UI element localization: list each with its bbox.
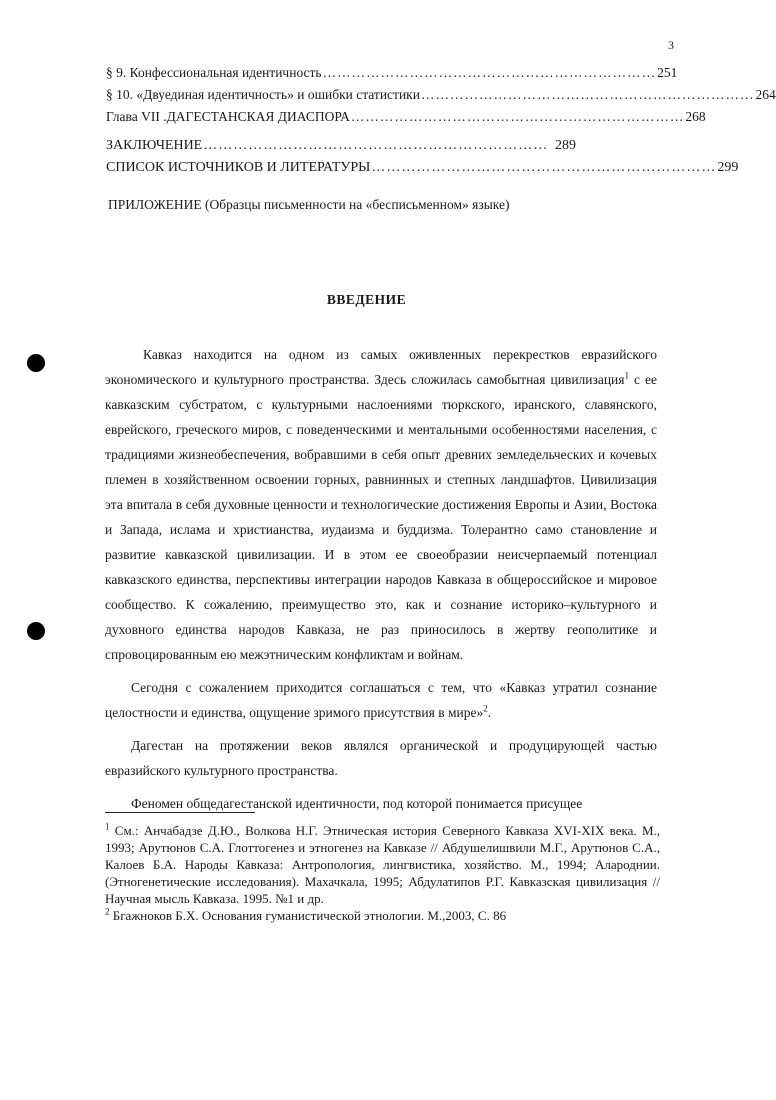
paragraph-text: Кавказ находится на одном из самых оживленных перекрестков евразийского экономического и культурного пространства. Здесь сложилась самобытная цивилизация bbox=[105, 347, 657, 387]
toc-leader-dots: …………………………………………………………… bbox=[203, 138, 549, 153]
footnote-ref: 1 bbox=[624, 370, 629, 381]
toc-entry-title: § 9. Конфессиональная идентичность bbox=[106, 65, 322, 80]
section-heading: ВВЕДЕНИЕ bbox=[326, 292, 407, 307]
toc-leader-dots: …………………………………………………………… bbox=[420, 87, 755, 102]
paragraph-text: с ее кавказским субстратом, с культурными наслоениями тюркского, иранского, славянского, еврейского, греческого миров, с поведенческими и ментальными особенностями населения, с традициями жизнеобеспечения, вобравшими в себя опыт древних земледельческих и кочевых племен в хозяйственном освоении горных, равнинных и степных ландшафтов. Цивилизация эта впитала в себя духовные ценности и технологические достижения Европы и Азии, Востока и Запада, ислама и христианства, иудаизма и буддизма. Толерантно само становление и развитие кавказской цивилизации. И в этом ее своеобразии неисчерпаемый потенциал кавказского единства, перспективы интеграции народов Кавказа в общероссийское и мировое сообщество. К сожалению, преимущество это, как и сознание историко–культурного и духовного единства народов Кавказа, не раз приносилось в жертву геополитике и спровоцированным ею межэтническим конфликтам и войнам. bbox=[105, 372, 657, 662]
footnote-ref: 2 bbox=[483, 703, 488, 714]
toc-entry bbox=[106, 160, 739, 182]
footnote-text: Бгажноков Б.Х. Основания гуманистической этнологии. М.,2003, С. 86 bbox=[109, 908, 507, 923]
toc-entry-title: § 10. «Двуединая идентичность» и ошибки статистики bbox=[106, 87, 420, 102]
toc-entry-title: ЗАКЛЮЧЕНИЕ bbox=[106, 138, 203, 153]
toc-entry-page: 268 bbox=[685, 109, 706, 124]
toc-entry bbox=[106, 109, 706, 131]
footnotes bbox=[105, 822, 660, 924]
table-of-contents bbox=[106, 65, 776, 182]
toc-entry bbox=[106, 87, 776, 109]
toc-entry-title: СПИСОК ИСТОЧНИКОВ И ЛИТЕРАТУРЫ bbox=[106, 160, 371, 175]
toc-leader-dots: …………………………………………………………… bbox=[322, 65, 657, 80]
toc-entry-page: 299 bbox=[717, 160, 739, 175]
toc-entry-page: 251 bbox=[657, 65, 678, 80]
toc-leader-dots: …………………………………………………………… bbox=[350, 109, 685, 124]
punch-hole-mark bbox=[27, 354, 45, 372]
footnote-separator bbox=[105, 812, 255, 813]
paragraph: Феномен общедагестанской идентичности, под которой понимается присущее bbox=[131, 796, 583, 811]
body-text bbox=[105, 342, 657, 824]
punch-hole-mark bbox=[27, 622, 45, 640]
footnote bbox=[105, 822, 660, 907]
toc-entry-title: Глава VII .ДАГЕСТАНСКАЯ ДИАСПОРА bbox=[106, 109, 350, 124]
toc-appendix: ПРИЛОЖЕНИЕ (Образцы письменности на «бесписьменном» языке) bbox=[108, 197, 510, 212]
toc-entry-page: 289 bbox=[555, 138, 576, 153]
paragraph: Дагестан на протяжении веков являлся органической и продуцирующей частью евразийского культурного пространства. bbox=[105, 738, 657, 778]
footnote-text: См.: Анчабадзе Д.Ю., Волкова Н.Г. Этническая история Северного Кавказа XVI-XIX века. М., 1993; Арутюнов С.А. Глоттогенез и этногенез на Кавказе // Абдушелишвили М.Г., Арутюнов С.А., Калоев Б.А. Народы Кавказа: Антропология, лингвистика, хозяйство. М., 1994; Алароднии. (Этногенетические исследования). Махачкала, 1995; Абдулатипов Р.Г. Кавказская цивилизация // Научная мысль Кавказа. 1995. №1 и др. bbox=[105, 823, 660, 906]
footnote bbox=[105, 907, 660, 924]
paragraph-text: Сегодня с сожалением приходится соглашаться с тем, что «Кавказ утратил сознание целостности и единства, ощущение зримого присутствия в мире» bbox=[105, 680, 657, 720]
footnote-mark: 2 bbox=[105, 906, 110, 917]
paragraph bbox=[105, 342, 657, 667]
toc-entry bbox=[106, 65, 678, 87]
toc-entry bbox=[106, 138, 576, 160]
toc-leader-dots: …………………………………………………………… bbox=[371, 160, 717, 175]
toc-entry-page: 264 bbox=[755, 87, 776, 102]
paragraph-text: . bbox=[487, 705, 492, 720]
footnote-mark: 1 bbox=[105, 821, 110, 832]
paragraph bbox=[105, 675, 657, 725]
page-number: 3 bbox=[668, 38, 674, 52]
